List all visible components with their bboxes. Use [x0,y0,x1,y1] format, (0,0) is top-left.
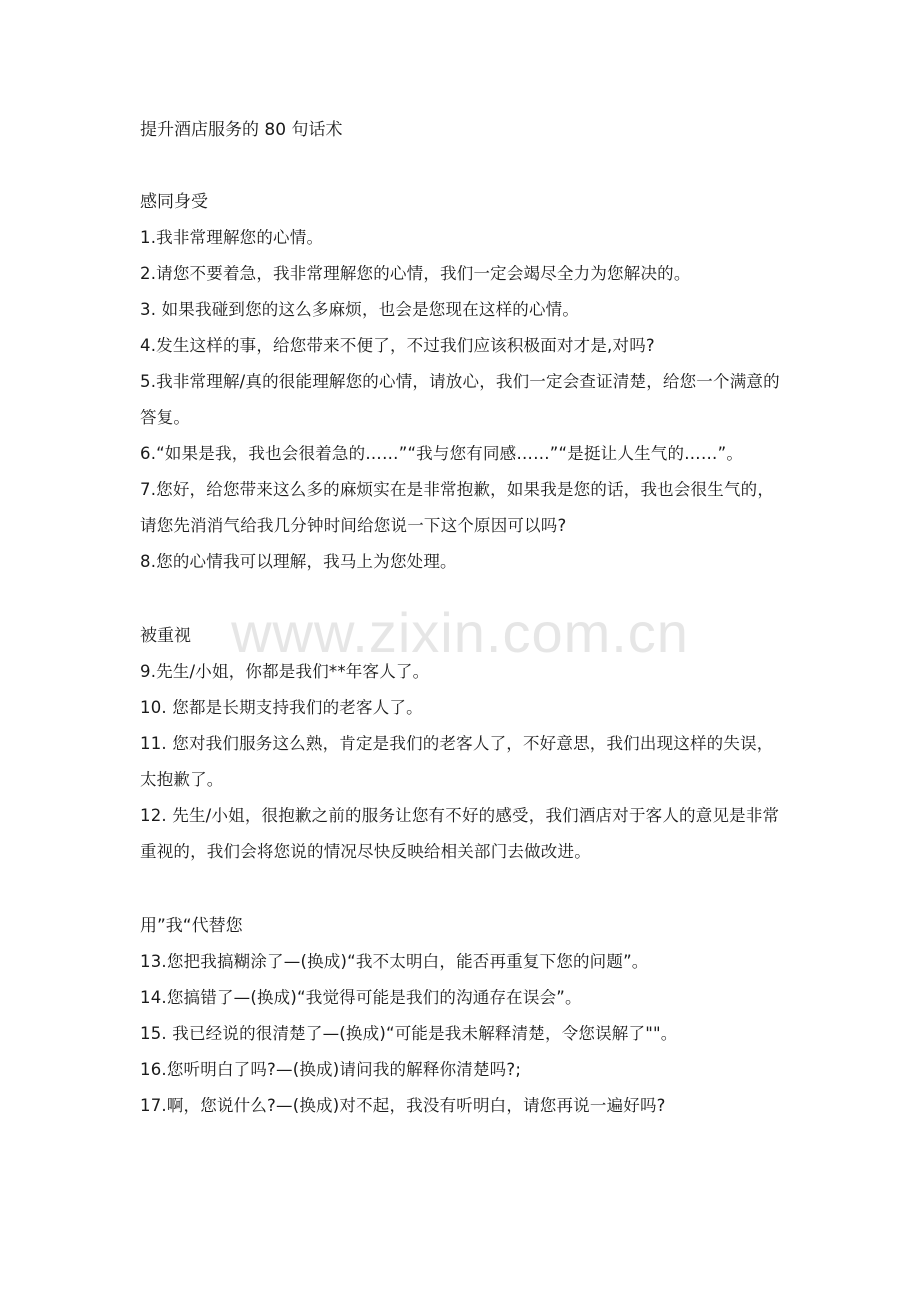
section-valued [140,618,785,870]
list-item: 10. 您都是长期支持我们的老客人了。 [140,698,423,717]
section-i-instead-of-you [140,908,785,1124]
list-item: 12. 先生/小姐，很抱歉之前的服务让您有不好的感受，我们酒店对于客人的意见是非常重视的，我们会将您说的情况尽快反映给相关部门去做改进。 [140,806,780,861]
list-item: 14.您搞错了—(换成)“我觉得可能是我们的沟通存在误会”。 [140,988,582,1007]
list-item: 8.您的心情我可以理解，我马上为您处理。 [140,552,457,571]
list-item: 6.“如果是我，我也会很着急的……”“我与您有同感……”“是挺让人生气的……”。 [140,444,744,463]
section-empathy [140,184,785,580]
list-item: 1.我非常理解您的心情。 [140,228,324,247]
document-page [140,114,785,1162]
list-item: 9.先生/小姐，你都是我们**年客人了。 [140,662,430,681]
document-title: 提升酒店服务的 80 句话术 [140,120,343,140]
watermark: www.zixin.com.cn [231,601,689,664]
section-heading: 用”我“代替您 [140,916,243,936]
section-heading: 感同身受 [140,192,208,212]
list-item: 7.您好，给您带来这么多的麻烦实在是非常抱歉，如果我是您的话，我也会很生气的，请您先消消气给我几分钟时间给您说一下这个原因可以吗? [140,480,775,535]
section-heading: 被重视 [140,626,191,646]
list-item: 17.啊，您说什么?—(换成)对不起，我没有听明白，请您再说一遍好吗? [140,1096,666,1115]
list-item: 11. 您对我们服务这么熟，肯定是我们的老客人了，不好意思，我们出现这样的失误，太抱歉了。 [140,734,774,789]
list-item: 4.发生这样的事，给您带来不便了，不过我们应该积极面对才是,对吗? [140,336,655,355]
list-item: 16.您听明白了吗?—(换成)请问我的解释你清楚吗?; [140,1060,522,1079]
list-item: 13.您把我搞糊涂了—(换成)“我不太明白，能否再重复下您的问题”。 [140,952,649,971]
list-item: 5.我非常理解/真的很能理解您的心情，请放心，我们一定会查证清楚，给您一个满意的答复。 [140,372,780,427]
list-item: 2.请您不要着急，我非常理解您的心情，我们一定会竭尽全力为您解决的。 [140,264,691,283]
list-item: 3. 如果我碰到您的这么多麻烦，也会是您现在这样的心情。 [140,300,580,319]
list-item: 15. 我已经说的很清楚了—(换成)“可能是我未解释清楚，令您误解了""。 [140,1024,678,1043]
